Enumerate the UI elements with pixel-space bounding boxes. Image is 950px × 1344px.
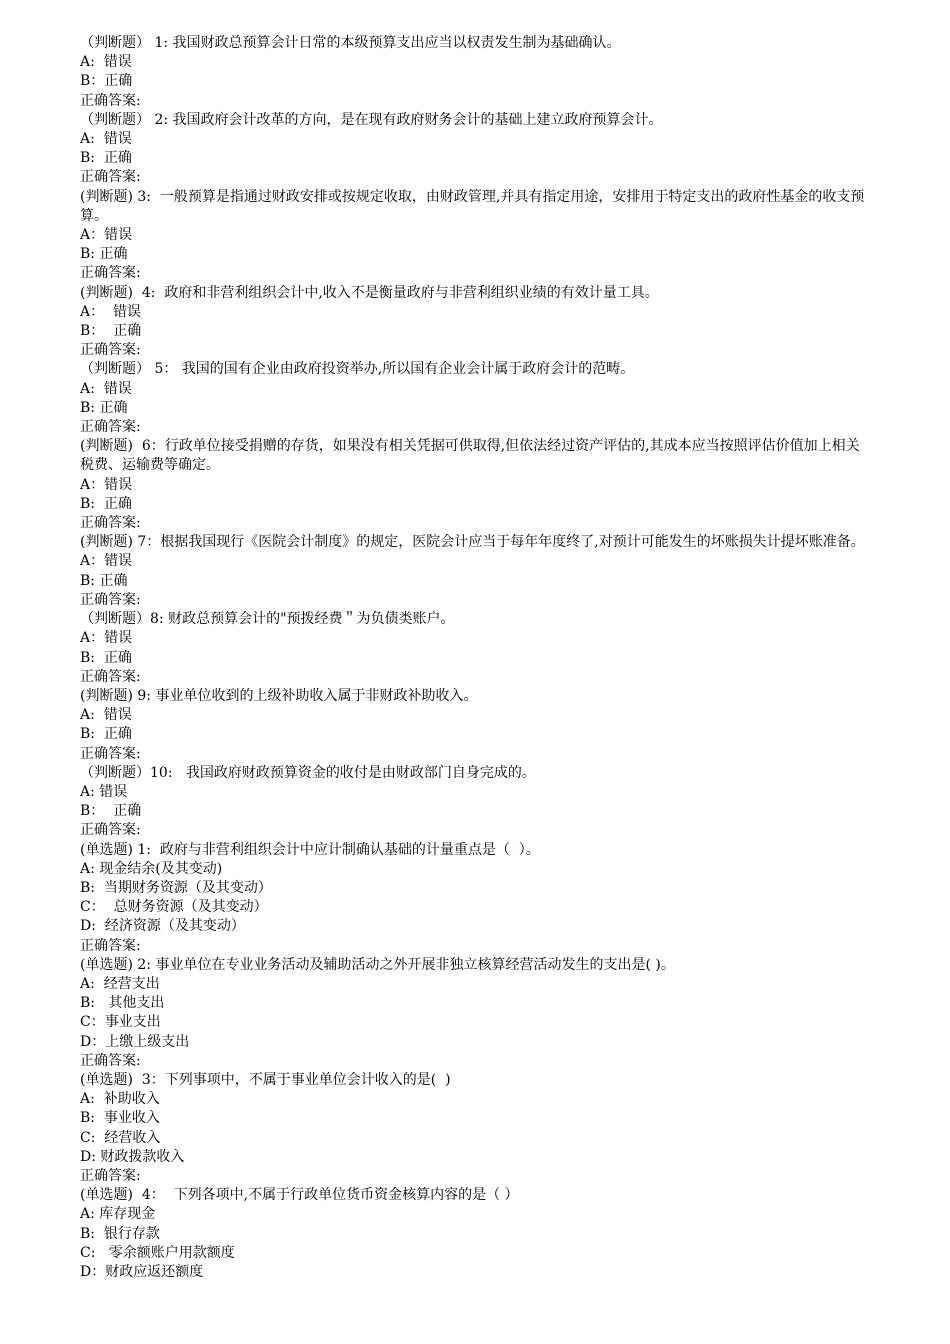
correct-answer-label: 正确答案: bbox=[80, 822, 141, 839]
correct-answer-label: 正确答案: bbox=[80, 169, 141, 186]
question-block bbox=[80, 1071, 870, 1186]
question-block bbox=[80, 284, 870, 361]
question-block bbox=[80, 34, 870, 111]
question-stem: (单选题) 4： 下列各项中,不属于行政单位货币资金核算内容的是（ ） bbox=[80, 1187, 519, 1204]
answer-option: C：事业支出 bbox=[80, 1014, 161, 1031]
answer-option: A: 错误 bbox=[80, 54, 132, 71]
answer-option: B: 事业收入 bbox=[80, 1110, 160, 1127]
answer-option: A: 错误 bbox=[80, 380, 132, 397]
question-stem: （判断题） 2: 我国政府会计改革的方向，是在现有政府财务会计的基础上建立政府预算会计。 bbox=[80, 111, 663, 128]
question-stem: (判断题) 7：根据我国现行《医院会计制度》的规定，医院会计应当于每年年度终了,对预计可能发生的坏账损失计提坏账准备。 bbox=[80, 534, 865, 551]
question-block bbox=[80, 610, 870, 687]
question-stem: （判断题） 1: 我国财政总预算会计日常的本级预算支出应当以权责发生制为基础确认。 bbox=[80, 35, 621, 51]
answer-option: C: 零余额账户用款额度 bbox=[80, 1244, 235, 1261]
correct-answer-label: 正确答案: bbox=[80, 1052, 141, 1069]
answer-option: B: 正确 bbox=[80, 649, 132, 666]
answer-option: D: 经济资源（及其变动） bbox=[80, 918, 245, 935]
question-stem: (判断题) 6：行政单位接受捐赠的存货，如果没有相关凭据可供取得,但依法经过资产评估的,其成本应当按照评估价值加上相关税费、运输费等确定。 bbox=[80, 438, 860, 474]
answer-option: B: 正确 bbox=[80, 572, 128, 589]
answer-option: D：上缴上级支出 bbox=[80, 1033, 190, 1050]
question-block bbox=[80, 188, 870, 284]
question-block bbox=[80, 533, 870, 610]
answer-option: B： 正确 bbox=[80, 803, 142, 820]
answer-option: B: 其他支出 bbox=[80, 995, 165, 1012]
correct-answer-label: 正确答案: bbox=[80, 419, 141, 436]
answer-option: B： 正确 bbox=[80, 323, 142, 340]
correct-answer-label: 正确答案: bbox=[80, 937, 141, 954]
question-stem: （判断题） 5： 我国的国有企业由政府投资举办,所以国有企业会计属于政府会计的范畴。 bbox=[80, 361, 635, 378]
answer-option: A: 现金结余(及其变动) bbox=[80, 860, 223, 877]
answer-option: D: 财政拨款收入 bbox=[80, 1148, 185, 1165]
question-block bbox=[80, 764, 870, 841]
question-stem: （判断题）8: 财政总预算会计的"预拨经费＂为负债类账户。 bbox=[80, 611, 455, 628]
question-block bbox=[80, 956, 870, 1071]
correct-answer-label: 正确答案: bbox=[80, 265, 141, 282]
answer-option: D：财政应返还额度 bbox=[80, 1264, 204, 1280]
question-stem: (判断题) 4: 政府和非营利组织会计中,收入不是衡量政府与非营利组织业绩的有效计量工具。 bbox=[80, 284, 659, 301]
answer-option: B: 银行存款 bbox=[80, 1225, 160, 1242]
answer-option: A: 补助收入 bbox=[80, 1091, 160, 1108]
question-stem: (判断题) 9: 事业单位收到的上级补助收入属于非财政补助收入。 bbox=[80, 687, 478, 704]
answer-option: A：错误 bbox=[80, 630, 133, 647]
answer-option: B: 当期财务资源（及其变动） bbox=[80, 879, 272, 896]
answer-option: A: 错误 bbox=[80, 131, 132, 148]
correct-answer-label: 正确答案: bbox=[80, 668, 141, 685]
answer-option: A：错误 bbox=[80, 476, 133, 493]
answer-option: A: 错误 bbox=[80, 783, 128, 800]
answer-option: A: 经营支出 bbox=[80, 975, 160, 992]
answer-option: A：错误 bbox=[80, 553, 133, 570]
question-stem: (单选题) 3：下列事项中，不属于事业单位会计收入的是( ) bbox=[80, 1071, 451, 1088]
answer-option: B: 正确 bbox=[80, 150, 132, 167]
question-block bbox=[80, 111, 870, 188]
question-block bbox=[80, 360, 870, 437]
question-stem: (判断题) 3: 一般预算是指通过财政安排或按规定收取，由财政管理,并具有指定用途，安排用于特定支出的政府性基金的收支预算。 bbox=[80, 188, 865, 224]
answer-option: A： 错误 bbox=[80, 303, 142, 320]
correct-answer-label: 正确答案: bbox=[80, 1167, 141, 1184]
correct-answer-label: 正确答案: bbox=[80, 342, 141, 359]
answer-option: C: 经营收入 bbox=[80, 1129, 161, 1146]
question-block bbox=[80, 841, 870, 956]
question-block bbox=[80, 1186, 870, 1282]
answer-option: B: 正确 bbox=[80, 399, 128, 416]
correct-answer-label: 正确答案: bbox=[80, 92, 141, 109]
question-stem: (单选题) 1: 政府与非营利组织会计中应计制确认基础的计量重点是（ ）。 bbox=[80, 841, 540, 858]
answer-option: B: 正确 bbox=[80, 726, 132, 743]
answer-option: A: 错误 bbox=[80, 707, 132, 724]
answer-option: C： 总财务资源（及其变动） bbox=[80, 899, 268, 916]
answer-option: B: 正确 bbox=[80, 246, 128, 263]
correct-answer-label: 正确答案: bbox=[80, 591, 141, 608]
answer-option: B: 正确 bbox=[80, 495, 132, 512]
answer-option: A: 库存现金 bbox=[80, 1206, 156, 1223]
answer-option: B：正确 bbox=[80, 73, 133, 90]
correct-answer-label: 正确答案: bbox=[80, 745, 141, 762]
question-block bbox=[80, 687, 870, 764]
correct-answer-label: 正确答案: bbox=[80, 515, 141, 532]
answer-option: A：错误 bbox=[80, 227, 133, 244]
question-stem: （判断题）10: 我国政府财政预算资金的收付是由财政部门自身完成的。 bbox=[80, 764, 536, 781]
question-block bbox=[80, 437, 870, 533]
question-stem: (单选题) 2: 事业单位在专业业务活动及辅助活动之外开展非独立核算经营活动发生的支出是( )。 bbox=[80, 956, 675, 973]
